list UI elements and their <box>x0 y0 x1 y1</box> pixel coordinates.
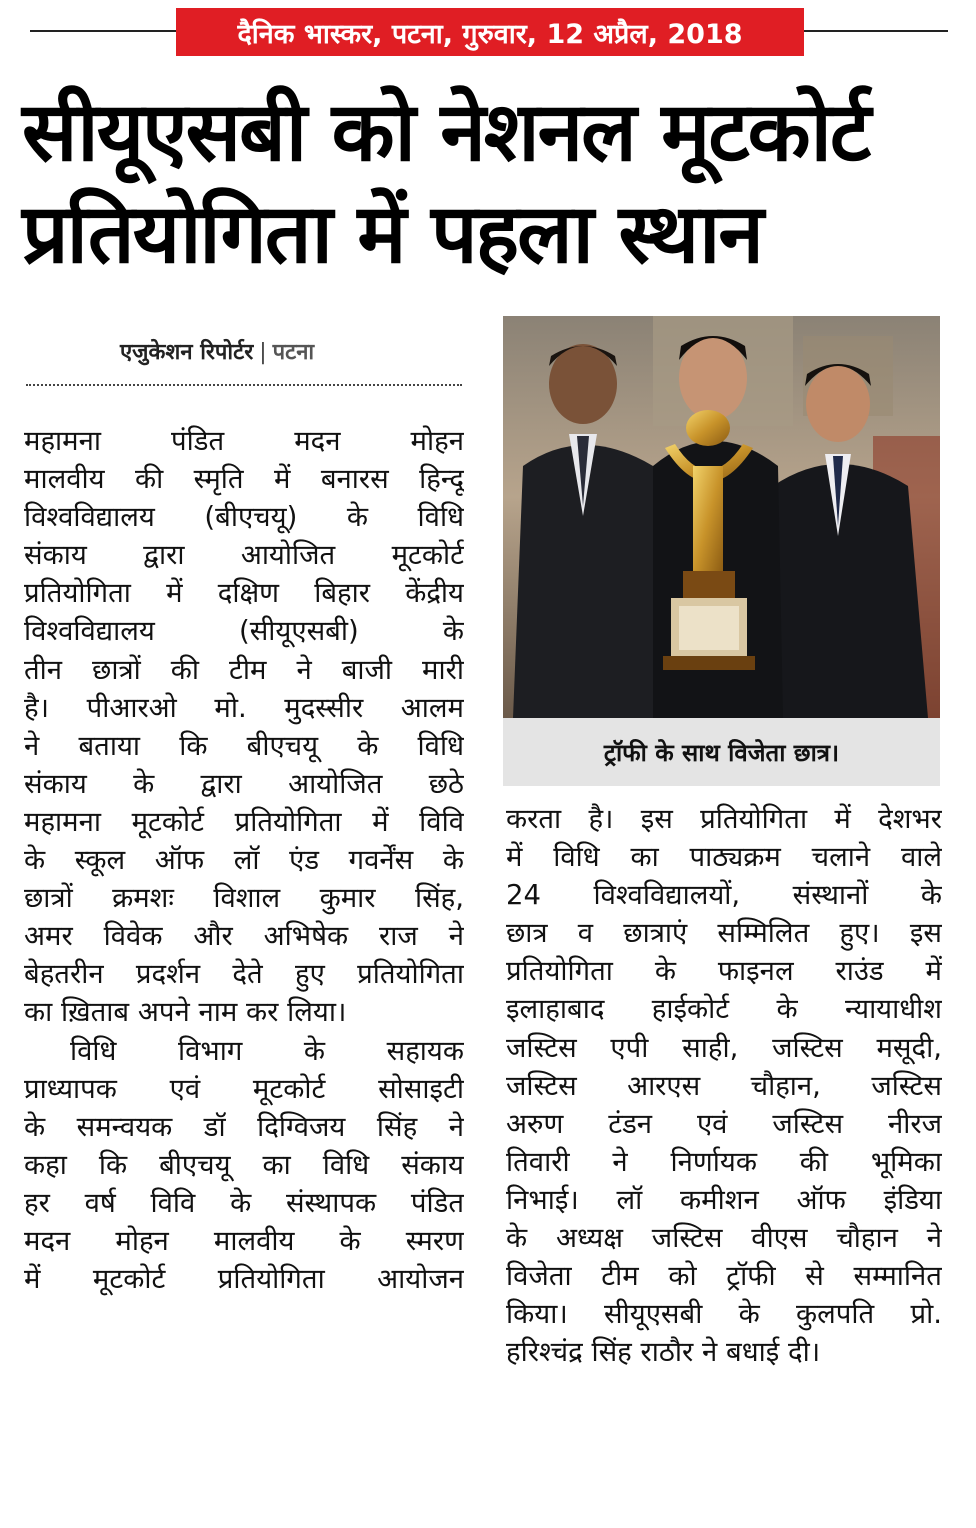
article-line: संकाय के द्वारा आयोजित छठे <box>24 767 464 800</box>
photo-caption <box>503 718 940 786</box>
masthead-rule-right <box>804 30 948 32</box>
article-line: विश्वविद्यालय (बीएचयू) के विधि <box>24 501 464 534</box>
article-line: के अध्यक्ष जस्टिस वीएस चौहान ने <box>506 1222 942 1255</box>
headline-line-1: सीयूएसबी को नेशनल मूटकोर्ट <box>22 85 870 180</box>
article-line: अमर विवेक और अभिषेक राज ने <box>24 920 464 953</box>
article-line: प्राध्यापक एवं मूटकोर्ट सोसाइटी <box>24 1072 464 1105</box>
article-line: जस्टिस आरएस चौहान, जस्टिस <box>506 1069 942 1102</box>
article-line: ने बताया कि बीएचयू के विधि <box>24 729 464 762</box>
article-column-right <box>506 800 942 1371</box>
article-line: है। पीआरओ मो. मुदस्सीर आलम <box>24 691 464 724</box>
headline-line-2: प्रतियोगिता में पहला स्थान <box>22 187 762 282</box>
article-line: बेहतरीन प्रदर्शन देते हुए प्रतियोगिता <box>24 958 464 991</box>
article-line: महामना मूटकोर्ट प्रतियोगिता में विवि <box>24 805 464 838</box>
photo-caption-text: ट्रॉफी के साथ विजेता छात्र। <box>603 738 840 767</box>
article-line: तिवारी ने निर्णायक की भूमिका <box>506 1145 942 1178</box>
article-line: संकाय द्वारा आयोजित मूटकोर्ट <box>24 539 464 572</box>
article-line: प्रतियोगिता में दक्षिण बिहार केंद्रीय <box>24 577 464 610</box>
byline-reporter: एजुकेशन रिपोर्टर <box>120 340 254 365</box>
headline <box>22 82 962 286</box>
article-line: विधि विभाग के सहायक <box>70 1034 464 1067</box>
masthead <box>176 8 804 56</box>
article-line: विजेता टीम को ट्रॉफी से सम्मानित <box>506 1260 942 1293</box>
article-line: छात्र व छात्राएं सम्मिलित हुए। इस <box>506 917 942 950</box>
byline <box>120 336 314 366</box>
article-line: अरुण टंडन एवं जस्टिस नीरज <box>506 1107 942 1140</box>
masthead-text: दैनिक भास्कर, पटना, गुरुवार, 12 अप्रैल, 2018 <box>237 18 743 50</box>
article-line: में विधि का पाठ्यक्रम चलाने वाले <box>506 841 942 874</box>
article-line: विश्वविद्यालय (सीयूएसबी) के <box>24 615 464 648</box>
article-line: का ख़िताब अपने नाम कर लिया। <box>24 996 347 1029</box>
article-line: हर वर्ष विवि के संस्थापक पंडित <box>24 1186 464 1219</box>
article-line: में मूटकोर्ट प्रतियोगिता आयोजन <box>24 1263 464 1296</box>
article-line: 24 विश्वविद्यालयों, संस्थानों के <box>506 879 942 912</box>
byline-separator: | <box>259 340 267 365</box>
article-line: के समन्वयक डॉ दिग्विजय सिंह ने <box>24 1110 464 1143</box>
article-line: किया। सीयूएसबी के कुलपति प्रो. <box>506 1298 942 1331</box>
photo-illustration <box>503 316 940 718</box>
article-line: इलाहाबाद हाईकोर्ट के न्यायाधीश <box>506 993 942 1026</box>
article-line: मालवीय की स्मृति में बनारस हिन्दू <box>24 463 464 496</box>
article-line: मदन मोहन मालवीय के स्मरण <box>24 1224 464 1257</box>
photo-winners-with-trophy <box>503 316 940 718</box>
article-line: महामना पंडित मदन मोहन <box>24 425 464 457</box>
article-line: कहा कि बीएचयू का विधि संकाय <box>24 1148 464 1181</box>
article-line: निभाई। लॉ कमीशन ऑफ इंडिया <box>506 1183 942 1216</box>
article-line: करता है। इस प्रतियोगिता में देशभर <box>506 803 942 835</box>
byline-city: पटना <box>272 340 315 365</box>
article-line: के स्कूल ऑफ लॉ एंड गवर्नेंस के <box>24 844 464 877</box>
byline-dotted-divider <box>26 384 462 386</box>
article-line: प्रतियोगिता के फाइनल राउंड में <box>506 955 942 988</box>
article-line: तीन छात्रों की टीम ने बाजी मारी <box>24 653 464 686</box>
article-column-left <box>24 422 464 1298</box>
article-line: छात्रों क्रमशः विशाल कुमार सिंह, <box>24 882 464 915</box>
article-line: हरिश्चंद्र सिंह राठौर ने बधाई दी। <box>506 1336 821 1369</box>
article-line: जस्टिस एपी साही, जस्टिस मसूदी, <box>506 1031 942 1064</box>
masthead-rule-left <box>30 30 176 32</box>
